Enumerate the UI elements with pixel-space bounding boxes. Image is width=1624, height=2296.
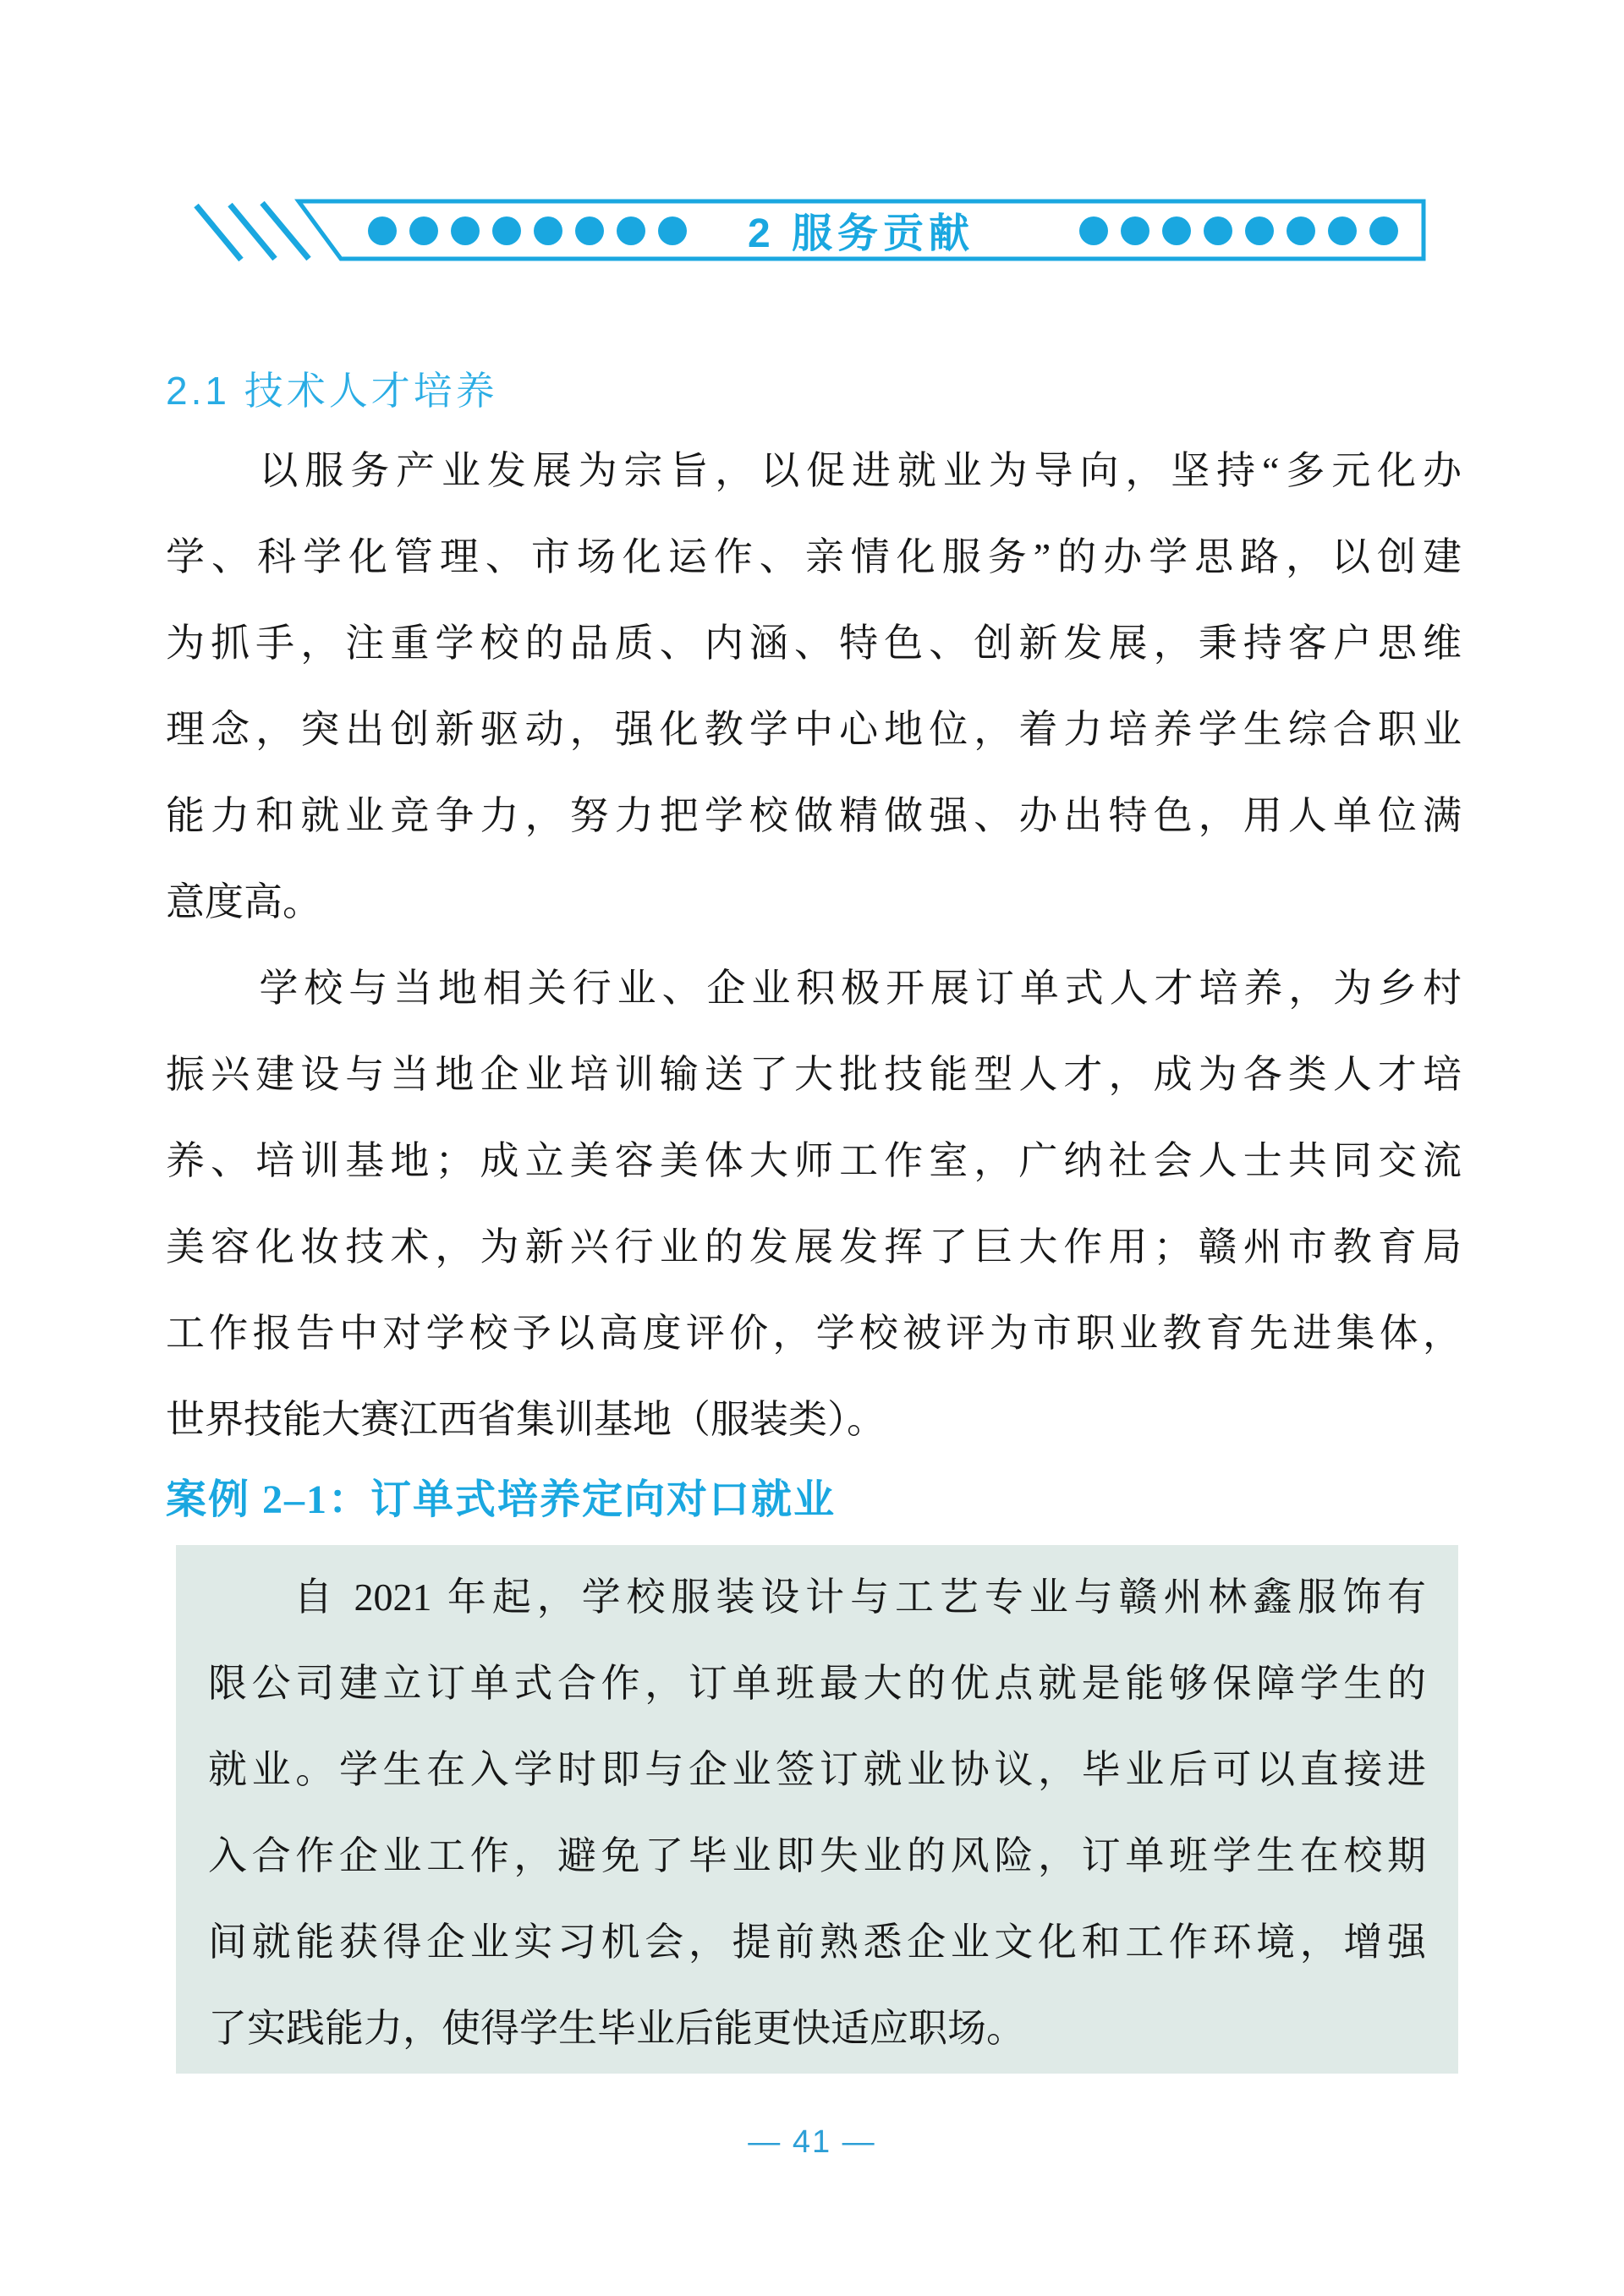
paragraph2-line: 美容化妆技术，为新兴行业的发展发挥了巨大作用；赣州市教育局 [166,1225,1462,1269]
section-title: 2.1 技术人才培养 [166,369,498,413]
case-line: 限公司建立订单式合作，订单班最大的优点就是能够保障学生的 [208,1662,1426,1705]
case-heading: 案例 2–1：订单式培养定向对口就业 [166,1477,837,1522]
paragraph2-line: 振兴建设与当地企业培训输送了大批技能型人才，成为各类人才培 [166,1053,1462,1096]
paragraph2-line: 养、培训基地；成立美容美体大师工作室，广纳社会人士共同交流 [166,1139,1462,1182]
paragraph1-line: 学、科学化管理、市场化运作、亲情化服务”的办学思路，以创建 [166,535,1462,578]
paragraph1-line: 意度高。 [166,880,321,923]
case-line: 入合作企业工作，避免了毕业即失业的风险，订单班学生在校期 [208,1834,1426,1877]
case-line: 就业。学生在入学时即与企业签订就业协议，毕业后可以直接进 [208,1748,1426,1791]
paragraph1-line: 理念，突出创新驱动，强化教学中心地位，着力培养学生综合职业 [166,708,1462,751]
case-box [176,1545,1458,2074]
chapter-banner-graphic [0,0,1624,304]
case-line: 自 2021 年起，学校服装设计与工艺专业与赣州林鑫服饰有 [294,1575,1426,1619]
paragraph1-line: 以服务产业发展为宗旨，以促进就业为导向，坚持“多元化办 [259,449,1462,492]
body-text [166,428,1462,1463]
paragraph2-line: 工作报告中对学校予以高度评价，学校被评为市职业教育先进集体， [166,1312,1462,1355]
paragraph1-line: 为抓手，注重学校的品质、内涵、特色、创新发展，秉持客户思维 [166,622,1462,665]
chapter-title: 2 服务贡献 [747,211,975,256]
case-line: 间就能获得企业实习机会，提前熟悉企业文化和工作环境，增强 [208,1921,1426,1964]
paragraph2-line: 世界技能大赛江西省集训基地（服装类）。 [166,1398,886,1441]
page-number: — 41 — [748,2124,876,2160]
paragraph2-line: 学校与当地相关行业、企业积极开展订单式人才培养，为乡村 [259,967,1462,1010]
case-line: 了实践能力，使得学生毕业后能更快适应职场。 [208,2007,1025,2050]
paragraph1-line: 能力和就业竞争力，努力把学校做精做强、办出特色，用人单位满 [166,794,1462,837]
